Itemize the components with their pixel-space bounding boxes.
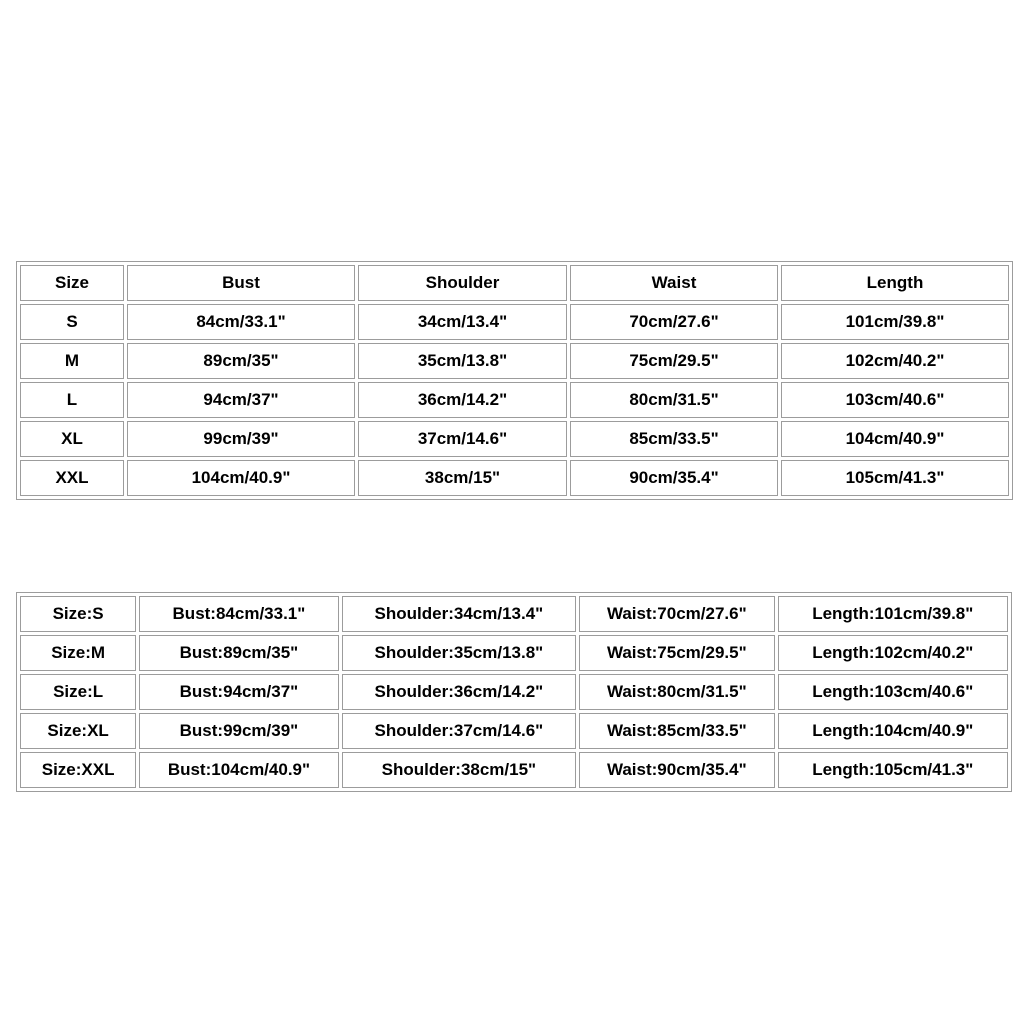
size-cell: XXL [20,460,124,496]
shoulder-cell: 37cm/14.6" [358,421,567,457]
length-cell: Length:103cm/40.6" [778,674,1009,710]
shoulder-cell: Shoulder:36cm/14.2" [342,674,576,710]
length-cell: 105cm/41.3" [781,460,1009,496]
length-cell: Length:105cm/41.3" [778,752,1009,788]
size-cell: XL [20,421,124,457]
bust-cell: 89cm/35" [127,343,355,379]
size-chart-body [20,265,1009,496]
table-row [20,752,1008,788]
size-chart-labeled-body [20,596,1008,788]
size-chart-table [16,261,1013,500]
shoulder-cell: Shoulder:38cm/15" [342,752,576,788]
shoulder-cell: Shoulder:34cm/13.4" [342,596,576,632]
size-chart-labeled-table [16,592,1012,792]
table-row [20,382,1009,418]
waist-cell: Waist:75cm/29.5" [579,635,774,671]
length-cell: 104cm/40.9" [781,421,1009,457]
length-cell: Length:104cm/40.9" [778,713,1009,749]
table-header-row [20,265,1009,301]
shoulder-cell: 38cm/15" [358,460,567,496]
table-row [20,421,1009,457]
shoulder-cell: 34cm/13.4" [358,304,567,340]
shoulder-cell: 36cm/14.2" [358,382,567,418]
table-row [20,713,1008,749]
table-row [20,460,1009,496]
waist-cell: Waist:90cm/35.4" [579,752,774,788]
header-length: Length [781,265,1009,301]
size-cell: M [20,343,124,379]
shoulder-cell: Shoulder:35cm/13.8" [342,635,576,671]
length-cell: 103cm/40.6" [781,382,1009,418]
bust-cell: Bust:99cm/39" [139,713,338,749]
header-size: Size [20,265,124,301]
bust-cell: Bust:94cm/37" [139,674,338,710]
length-cell: Length:102cm/40.2" [778,635,1009,671]
bust-cell: Bust:89cm/35" [139,635,338,671]
bust-cell: 94cm/37" [127,382,355,418]
shoulder-cell: 35cm/13.8" [358,343,567,379]
table-row [20,304,1009,340]
length-cell: Length:101cm/39.8" [778,596,1009,632]
waist-cell: Waist:80cm/31.5" [579,674,774,710]
bust-cell: Bust:104cm/40.9" [139,752,338,788]
waist-cell: Waist:70cm/27.6" [579,596,774,632]
size-cell: Size:M [20,635,136,671]
size-cell: S [20,304,124,340]
bust-cell: Bust:84cm/33.1" [139,596,338,632]
waist-cell: Waist:85cm/33.5" [579,713,774,749]
shoulder-cell: Shoulder:37cm/14.6" [342,713,576,749]
header-bust: Bust [127,265,355,301]
bust-cell: 84cm/33.1" [127,304,355,340]
size-cell: Size:L [20,674,136,710]
size-cell: Size:S [20,596,136,632]
bust-cell: 99cm/39" [127,421,355,457]
waist-cell: 75cm/29.5" [570,343,778,379]
bust-cell: 104cm/40.9" [127,460,355,496]
table-row [20,343,1009,379]
waist-cell: 70cm/27.6" [570,304,778,340]
length-cell: 102cm/40.2" [781,343,1009,379]
waist-cell: 85cm/33.5" [570,421,778,457]
table-row [20,596,1008,632]
length-cell: 101cm/39.8" [781,304,1009,340]
size-cell: L [20,382,124,418]
header-waist: Waist [570,265,778,301]
table-row [20,674,1008,710]
waist-cell: 90cm/35.4" [570,460,778,496]
size-cell: Size:XL [20,713,136,749]
header-shoulder: Shoulder [358,265,567,301]
waist-cell: 80cm/31.5" [570,382,778,418]
size-cell: Size:XXL [20,752,136,788]
table-row [20,635,1008,671]
